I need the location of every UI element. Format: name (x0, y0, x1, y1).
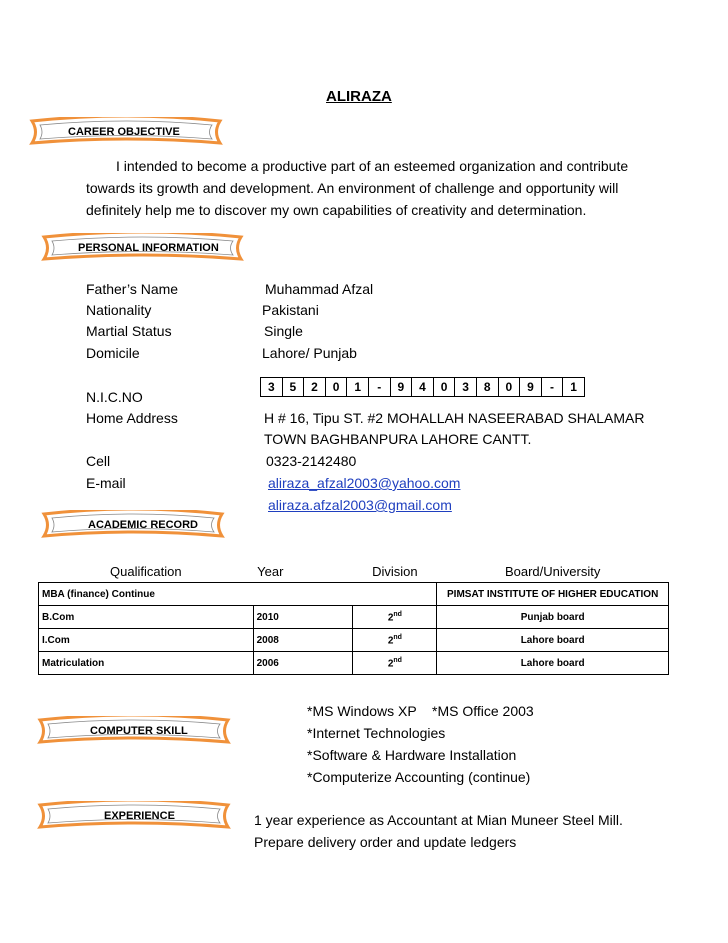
section-banner-experience (36, 801, 232, 831)
value-fathers-name: Muhammad Afzal (265, 281, 374, 297)
section-label: CAREER OBJECTIVE (68, 126, 180, 138)
cell-board: PIMSAT INSTITUTE OF HIGHER EDUCATION (437, 583, 669, 606)
nic-digit: 3 (261, 378, 283, 397)
nic-digit: 4 (412, 378, 434, 397)
skill-line: *Computerize Accounting (continue) (307, 769, 531, 785)
nic-digit: 9 (390, 378, 412, 397)
table-row (39, 629, 669, 652)
cell-year: 2006 (253, 652, 353, 675)
nic-digit: 8 (476, 378, 498, 397)
value-marital-status: Single (264, 323, 303, 339)
section-label: EXPERIENCE (104, 810, 175, 822)
objective-line: I intended to become a productive part of an esteemed organization and contribute (116, 158, 629, 174)
cell-qualification: MBA (finance) Continue (39, 583, 437, 606)
division-suffix: nd (393, 656, 402, 664)
section-banner-personal-information (40, 233, 245, 263)
skill-line: *MS Windows XP *MS Office 2003 (307, 703, 534, 719)
cell-division (353, 652, 437, 675)
table-row (39, 606, 669, 629)
nic-digit: - (368, 378, 390, 397)
label-cell: Cell (86, 453, 111, 469)
label-email: E-mail (86, 475, 126, 491)
objective-line: definitely help me to discover my own capabilities of creativity and determination. (86, 202, 587, 218)
label-domicile: Domicile (86, 345, 140, 361)
column-header: Qualification (39, 560, 254, 583)
section-banner-career-objective (28, 117, 224, 147)
nic-digit: 5 (282, 378, 304, 397)
section-banner-computer-skill (36, 716, 232, 746)
cell-qualification: B.Com (39, 606, 254, 629)
skill-line: *Software & Hardware Installation (307, 747, 517, 763)
value-domicile: Lahore/ Punjab (262, 345, 357, 361)
section-banner-academic-record (40, 510, 226, 540)
cell-board: Lahore board (437, 629, 669, 652)
cell-qualification: Matriculation (39, 652, 254, 675)
label-fathers-name: Father’s Name (86, 281, 179, 297)
cell-board: Punjab board (437, 606, 669, 629)
email-link-yahoo[interactable]: aliraza_afzal2003@yahoo.com (268, 475, 461, 491)
cell-qualification: I.Com (39, 629, 254, 652)
objective-line: towards its growth and development. An environment of challenge and opportunity will (86, 180, 619, 196)
value-address-line2: TOWN BAGHBANPURA LAHORE CANTT. (264, 431, 532, 447)
label-nic: N.I.C.NO (86, 389, 143, 405)
cell-division (353, 606, 437, 629)
page-title: ALIRAZA (326, 88, 392, 105)
column-header: Year (253, 560, 353, 583)
experience-line: Prepare delivery order and update ledgers (254, 834, 517, 850)
experience-line: 1 year experience as Accountant at Mian Muneer Steel Mill. (254, 812, 623, 828)
column-header: Board/University (437, 560, 669, 583)
cell-year: 2008 (253, 629, 353, 652)
cell-division (353, 629, 437, 652)
objective-text (86, 155, 686, 221)
column-header: Division (353, 560, 437, 583)
nic-digit: 3 (455, 378, 477, 397)
section-label: COMPUTER SKILL (90, 725, 188, 737)
label-home-address: Home Address (86, 410, 178, 426)
table-row (39, 652, 669, 675)
value-cell: 0323-2142480 (266, 453, 357, 469)
cell-board: Lahore board (437, 652, 669, 675)
label-nationality: Nationality (86, 302, 152, 318)
table-header-row (39, 560, 669, 583)
division-number: 2 (387, 658, 394, 670)
skill-line: *Internet Technologies (307, 725, 446, 741)
academic-table (38, 560, 669, 675)
division-number: 2 (387, 612, 394, 624)
email-link-gmail[interactable]: aliraza.afzal2003@gmail.com (268, 497, 452, 513)
division-number: 2 (387, 635, 394, 647)
cell-year: 2010 (253, 606, 353, 629)
label-marital-status: Martial Status (86, 323, 172, 339)
nic-digit: 0 (498, 378, 520, 397)
nic-digit: 2 (304, 378, 326, 397)
section-label: PERSONAL INFORMATION (78, 242, 219, 254)
section-label: ACADEMIC RECORD (88, 519, 198, 531)
nic-digit: 0 (325, 378, 347, 397)
table-row (39, 583, 669, 606)
nic-digit: 0 (433, 378, 455, 397)
nic-digit: 9 (520, 378, 542, 397)
nic-digit: 1 (347, 378, 369, 397)
division-suffix: nd (393, 633, 402, 641)
nic-number-boxes (260, 377, 585, 397)
value-address-line1: H # 16, Tipu ST. #2 MOHALLAH NASEERABAD SHALAMAR (264, 410, 645, 426)
nic-digit: - (541, 378, 563, 397)
nic-digit: 1 (563, 378, 585, 397)
value-nationality: Pakistani (262, 302, 319, 318)
division-suffix: nd (393, 610, 402, 618)
